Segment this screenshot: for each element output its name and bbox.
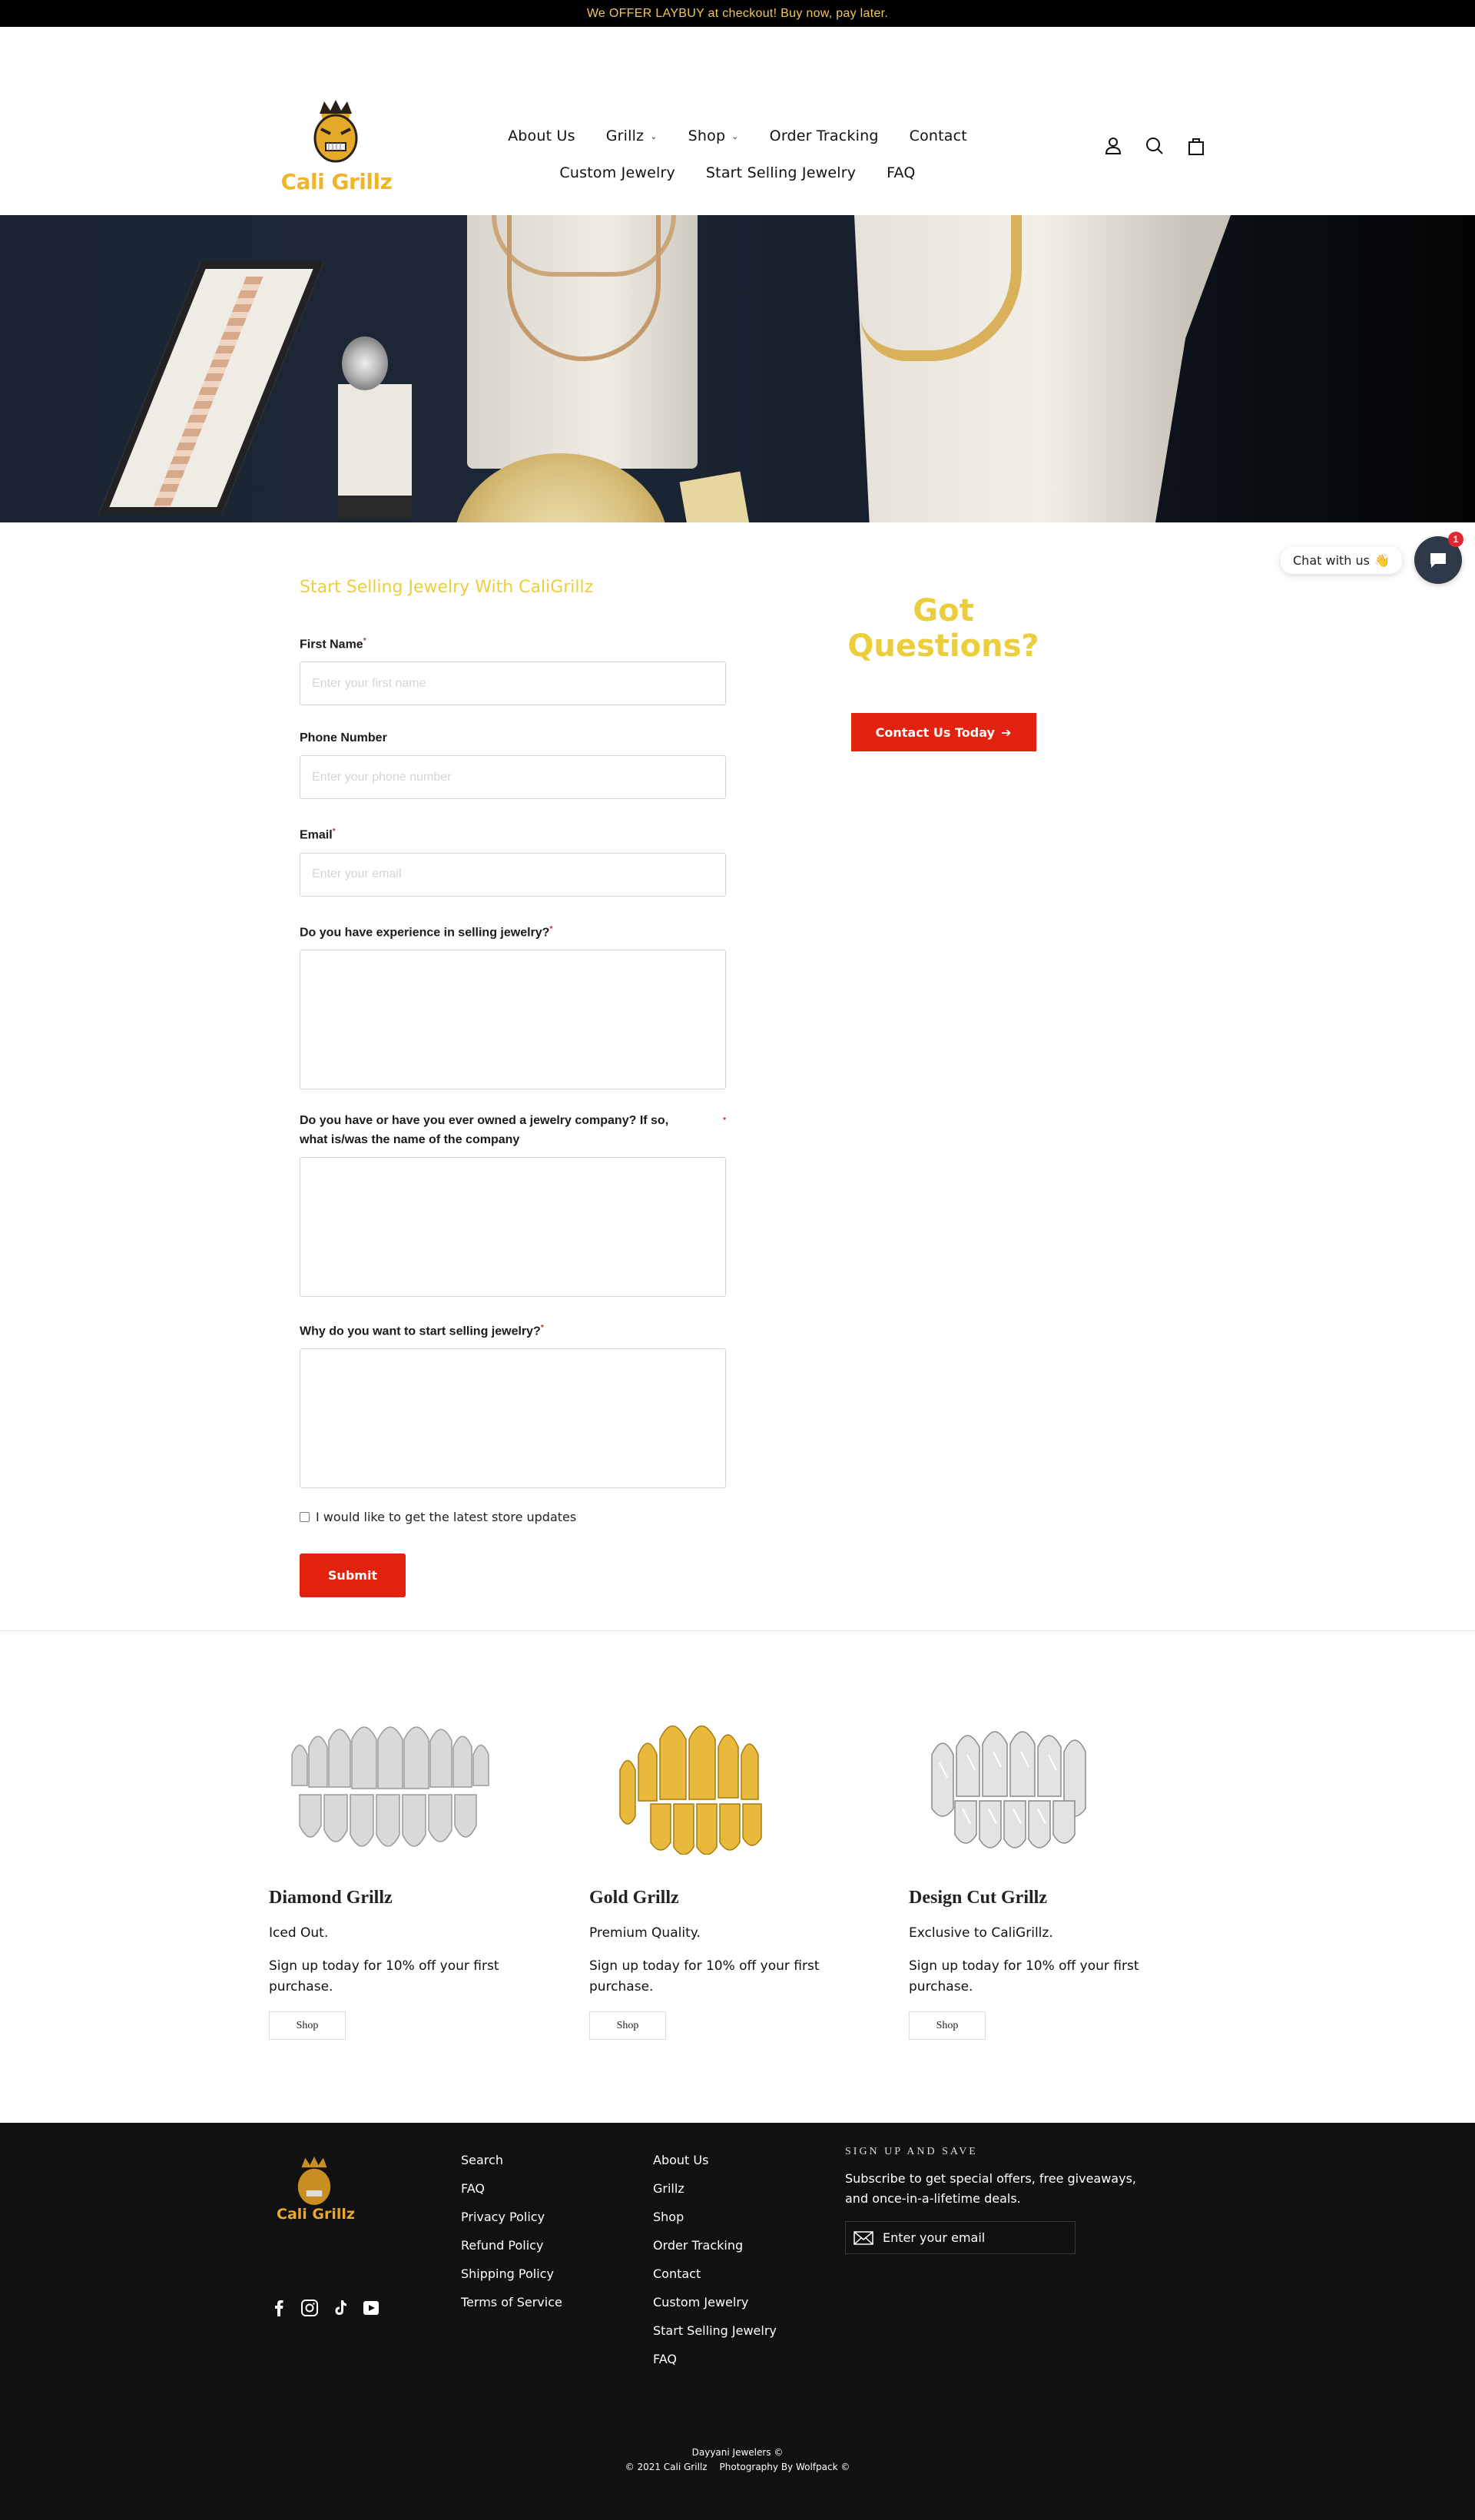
social-links xyxy=(269,2298,381,2318)
bear-logo-icon xyxy=(295,2157,333,2207)
footer-link-refund-policy[interactable]: Refund Policy xyxy=(461,2238,544,2253)
copyright-area xyxy=(0,2445,1475,2475)
newsletter-email-input[interactable] xyxy=(883,2230,1067,2245)
chat-label: Chat with us xyxy=(1293,552,1370,568)
contact-us-button[interactable] xyxy=(851,713,1036,751)
product-description: Sign up today for 10% off your first purchase. xyxy=(269,1958,499,1994)
site-logo[interactable] xyxy=(275,100,398,200)
first-name-label: First Name* xyxy=(300,637,366,652)
why-label: Why do you want to start selling jewelry?* xyxy=(300,1323,544,1338)
experience-textarea[interactable] xyxy=(300,950,726,1089)
contact-us-label: Contact Us Today xyxy=(875,724,995,740)
footer-link-about-us[interactable]: About Us xyxy=(653,2153,709,2167)
chevron-down-icon: ⌄ xyxy=(650,131,658,141)
chat-with-us-bubble[interactable] xyxy=(1281,547,1402,574)
nav-custom-jewelry[interactable] xyxy=(559,164,675,181)
nav-faq[interactable] xyxy=(887,164,915,181)
nav-label: Order Tracking xyxy=(769,128,879,144)
footer-logo-text: Cali Grillz xyxy=(277,2206,355,2223)
footer-link-contact[interactable]: Contact xyxy=(653,2266,701,2281)
shop-button[interactable]: Shop xyxy=(909,2011,986,2040)
seller-application-form xyxy=(300,578,726,1597)
footer-link-faq[interactable]: FAQ xyxy=(461,2181,485,2196)
main-nav xyxy=(492,118,983,191)
signup-heading: SIGN UP AND SAVE xyxy=(845,2146,978,2157)
footer-link-start-selling-jewelry[interactable]: Start Selling Jewelry xyxy=(653,2323,777,2338)
arrow-right-icon: ➔ xyxy=(1000,724,1012,740)
product-title: Design Cut Grillz xyxy=(909,1888,1047,1908)
footer-link-shop[interactable]: Shop xyxy=(653,2210,684,2224)
nav-label: Start Selling Jewelry xyxy=(705,164,857,181)
copyright-text: © 2021 Cali Grillz xyxy=(625,2462,708,2472)
account-icon[interactable] xyxy=(1103,136,1123,156)
footer-link-grillz[interactable]: Grillz xyxy=(653,2181,684,2196)
updates-checkbox-label: I would like to get the latest store updates xyxy=(316,1510,577,1525)
product-description: Sign up today for 10% off your first purchase. xyxy=(909,1958,1139,1994)
nav-label: FAQ xyxy=(887,164,916,181)
phone-label: Phone Number xyxy=(300,731,387,745)
signup-text: Subscribe to get special offers, free giveaways, and once-in-a-lifetime deals. xyxy=(845,2171,1136,2206)
product-tagline: Exclusive to CaliGrillz. xyxy=(909,1925,1053,1941)
footer-link-search[interactable]: Search xyxy=(461,2153,503,2167)
nav-label: Custom Jewelry xyxy=(559,164,675,181)
youtube-icon[interactable] xyxy=(361,2298,381,2318)
company-textarea[interactable] xyxy=(300,1157,726,1297)
credit-photography: Photography By Wolfpack © xyxy=(719,2462,850,2472)
questions-panel xyxy=(830,578,1057,751)
nav-grillz[interactable] xyxy=(606,128,658,144)
footer-link-faq-2[interactable]: FAQ xyxy=(653,2352,677,2366)
product-card-design-cut xyxy=(909,1708,1170,2040)
nav-about-us[interactable] xyxy=(508,128,575,144)
chevron-down-icon: ⌄ xyxy=(731,131,739,141)
nav-row-1 xyxy=(492,118,983,154)
logo-text: Cali Grillz xyxy=(280,169,393,194)
envelope-icon xyxy=(854,2231,873,2245)
why-textarea[interactable] xyxy=(300,1348,726,1488)
design-cut-grillz-image[interactable] xyxy=(909,1708,1170,1871)
pendant xyxy=(680,472,750,522)
footer-logo[interactable] xyxy=(273,2157,358,2233)
bear-logo-icon xyxy=(312,100,360,164)
newsletter-signup xyxy=(845,2146,1152,2254)
updates-checkbox[interactable] xyxy=(300,1512,310,1522)
hero-banner-image xyxy=(0,215,1475,522)
footer-link-terms-of-service[interactable]: Terms of Service xyxy=(461,2295,562,2309)
company-label: Do you have or have you ever owned a jewelry company? If so, what is/was the name of the company * xyxy=(300,1111,726,1149)
chat-bubble-icon xyxy=(1428,550,1448,570)
nav-label: About Us xyxy=(508,128,575,144)
required-mark: * xyxy=(723,1116,726,1125)
main-content xyxy=(0,522,1475,1630)
submit-button[interactable]: Submit xyxy=(300,1553,406,1597)
announcement-text: We OFFER LAYBUY at checkout! Buy now, pay later. xyxy=(586,6,889,20)
nav-label: Shop xyxy=(688,128,726,144)
credit-dayyani: Dayyani Jewelers © xyxy=(691,2447,784,2458)
announcement-bar xyxy=(0,0,1475,27)
required-mark: * xyxy=(332,827,336,837)
waving-hand-icon: 👋 xyxy=(1374,552,1390,568)
facebook-icon[interactable] xyxy=(269,2298,289,2318)
newsletter-email-field[interactable] xyxy=(845,2221,1076,2254)
site-footer xyxy=(0,2123,1475,2520)
experience-label: Do you have experience in selling jewelry?* xyxy=(300,924,553,939)
product-tagline: Premium Quality. xyxy=(589,1925,701,1941)
phone-input[interactable] xyxy=(300,755,726,799)
product-title: Gold Grillz xyxy=(589,1888,679,1908)
footer-link-order-tracking[interactable]: Order Tracking xyxy=(653,2238,744,2253)
footer-links-col-2 xyxy=(653,2146,777,2373)
nav-contact[interactable] xyxy=(910,128,967,144)
chat-unread-badge: 1 xyxy=(1448,532,1463,547)
footer-link-privacy-policy[interactable]: Privacy Policy xyxy=(461,2210,545,2224)
nav-row-2 xyxy=(492,154,983,191)
nav-order-tracking[interactable] xyxy=(770,128,879,144)
product-title: Diamond Grillz xyxy=(269,1888,393,1908)
email-input[interactable] xyxy=(300,853,726,897)
first-name-input[interactable] xyxy=(300,662,726,705)
nav-start-selling-jewelry[interactable] xyxy=(706,164,856,181)
questions-title: Got Questions? xyxy=(847,593,1039,664)
product-description: Sign up today for 10% off your first purchase. xyxy=(589,1958,820,1994)
header-icons xyxy=(1103,136,1206,156)
nav-shop[interactable] xyxy=(688,128,739,144)
product-card-gold xyxy=(589,1708,850,2040)
footer-link-shipping-policy[interactable]: Shipping Policy xyxy=(461,2266,554,2281)
shop-button[interactable]: Shop xyxy=(269,2011,346,2040)
chat-widget xyxy=(1281,536,1462,584)
ring xyxy=(342,337,388,390)
email-label: Email* xyxy=(300,827,336,842)
footer-links-col-1 xyxy=(461,2146,562,2316)
diamond-grillz-image[interactable] xyxy=(269,1708,530,1871)
instagram-icon[interactable] xyxy=(300,2298,320,2318)
product-card-diamond xyxy=(269,1708,530,2040)
shop-button[interactable]: Shop xyxy=(589,2011,666,2040)
gold-grillz-image[interactable] xyxy=(589,1708,850,1871)
product-tagline: Iced Out. xyxy=(269,1925,329,1941)
chat-open-button[interactable] xyxy=(1414,536,1462,584)
tiktok-icon[interactable] xyxy=(330,2298,350,2318)
search-icon[interactable] xyxy=(1145,136,1165,156)
product-promos xyxy=(0,1631,1475,2123)
nav-label: Grillz xyxy=(605,128,645,144)
footer-link-custom-jewelry[interactable]: Custom Jewelry xyxy=(653,2295,749,2309)
required-mark: * xyxy=(540,1323,544,1332)
required-mark: * xyxy=(363,637,366,645)
ring-stand xyxy=(338,384,412,519)
form-title: Start Selling Jewelry With CaliGrillz xyxy=(300,578,594,597)
required-mark: * xyxy=(549,924,553,933)
site-header xyxy=(0,27,1475,215)
updates-checkbox-row[interactable] xyxy=(300,1510,726,1524)
cart-icon[interactable] xyxy=(1186,136,1206,156)
nav-label: Contact xyxy=(909,128,967,144)
